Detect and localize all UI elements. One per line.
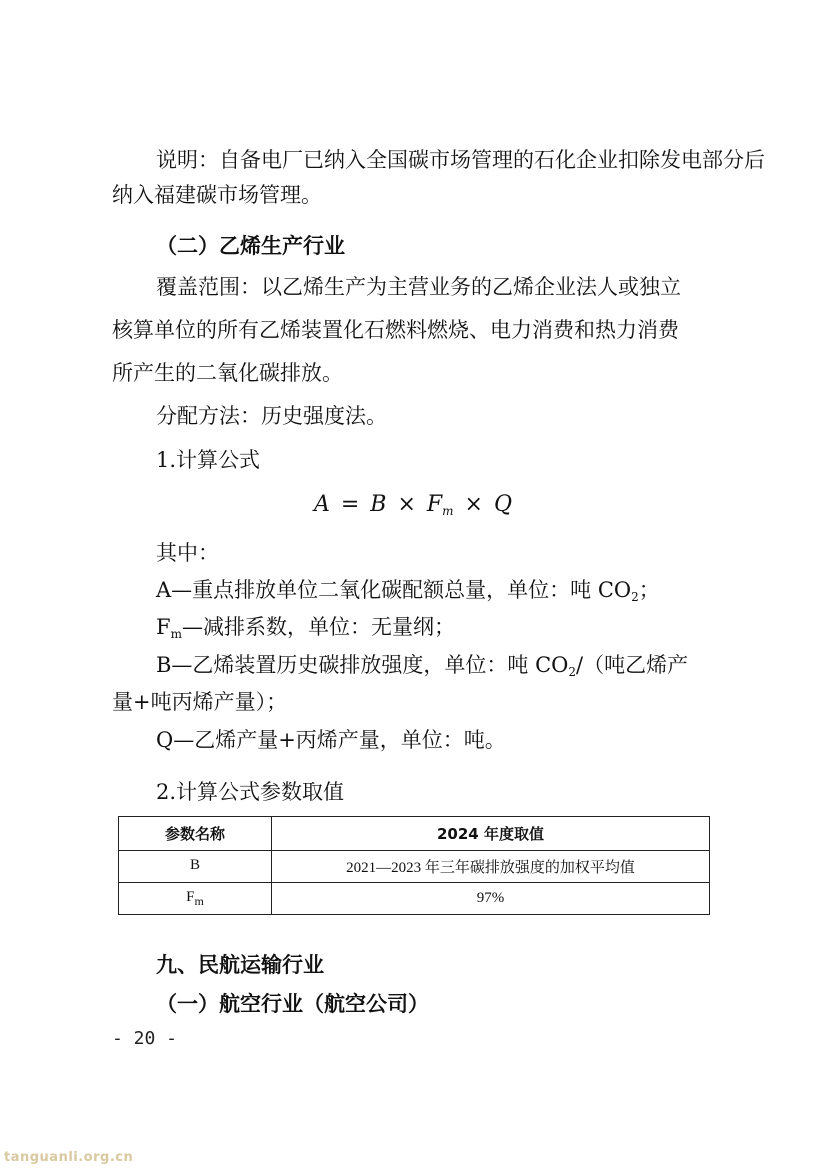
table-header-row <box>119 817 710 851</box>
formula-var-f: $F_m$ <box>426 492 454 518</box>
table-cell-param: $F_m$ <box>119 883 272 915</box>
formula-times-2: × <box>464 492 483 517</box>
table-row <box>119 851 710 883</box>
table-row <box>119 883 710 915</box>
table-cell-param: B <box>119 851 272 883</box>
definition-a: A—重点排放单位二氧化碳配额总量，单位：吨 $CO_2$； <box>156 578 660 604</box>
note-line-1: 说明：自备电厂已纳入全国碳市场管理的石化企业扣除发电部分后 <box>156 148 765 172</box>
table-cell-value: 97% <box>272 883 710 915</box>
table-header-name: 参数名称 <box>119 817 272 851</box>
formula-equals: = <box>340 492 360 517</box>
params-title: 2.计算公式参数取值 <box>156 780 345 804</box>
formula-title: 1.计算公式 <box>156 448 261 472</box>
formula-var-a: A <box>313 492 330 517</box>
definition-q: Q—乙烯产量+丙烯产量，单位：吨。 <box>156 728 506 752</box>
where-label: 其中： <box>156 541 219 565</box>
watermark: tanguanli.org.cn <box>4 1150 134 1165</box>
note-line-2: 纳入福建碳市场管理。 <box>112 183 322 207</box>
definition-fm: $F_m—$减排系数，单位：无量纲； <box>156 615 455 641</box>
formula-var-q: Q <box>493 492 513 517</box>
page-number: - 20 - <box>112 1028 178 1049</box>
definition-b-line-2: 量+吨丙烯产量）； <box>112 690 288 714</box>
scope-line-2: 核算单位的所有乙烯装置化石燃料燃烧、电力消费和热力消费 <box>112 318 679 342</box>
definition-b-line-1: B—乙烯装置历史碳排放强度，单位：吨 $CO_2/$（吨乙烯产 <box>156 653 689 679</box>
parameter-table <box>118 816 710 915</box>
scope-line-3: 所产生的二氧化碳排放。 <box>112 361 343 385</box>
section-heading-aviation: 九、民航运输行业 <box>156 953 324 977</box>
formula-times-1: × <box>397 492 416 517</box>
formula-var-b: B <box>370 492 387 517</box>
scope-line-1: 覆盖范围：以乙烯生产为主营业务的乙烯企业法人或独立 <box>156 275 681 299</box>
allocation-method: 分配方法：历史强度法。 <box>156 404 387 428</box>
table-cell-value: 2021—2023 年三年碳排放强度的加权平均值 <box>272 851 710 883</box>
calculation-formula <box>0 492 826 518</box>
subsection-heading-airline: （一）航空行业（航空公司） <box>156 992 429 1016</box>
section-heading-ethylene: （二）乙烯生产行业 <box>156 234 345 258</box>
table-header-value: 2024 年度取值 <box>272 817 710 851</box>
